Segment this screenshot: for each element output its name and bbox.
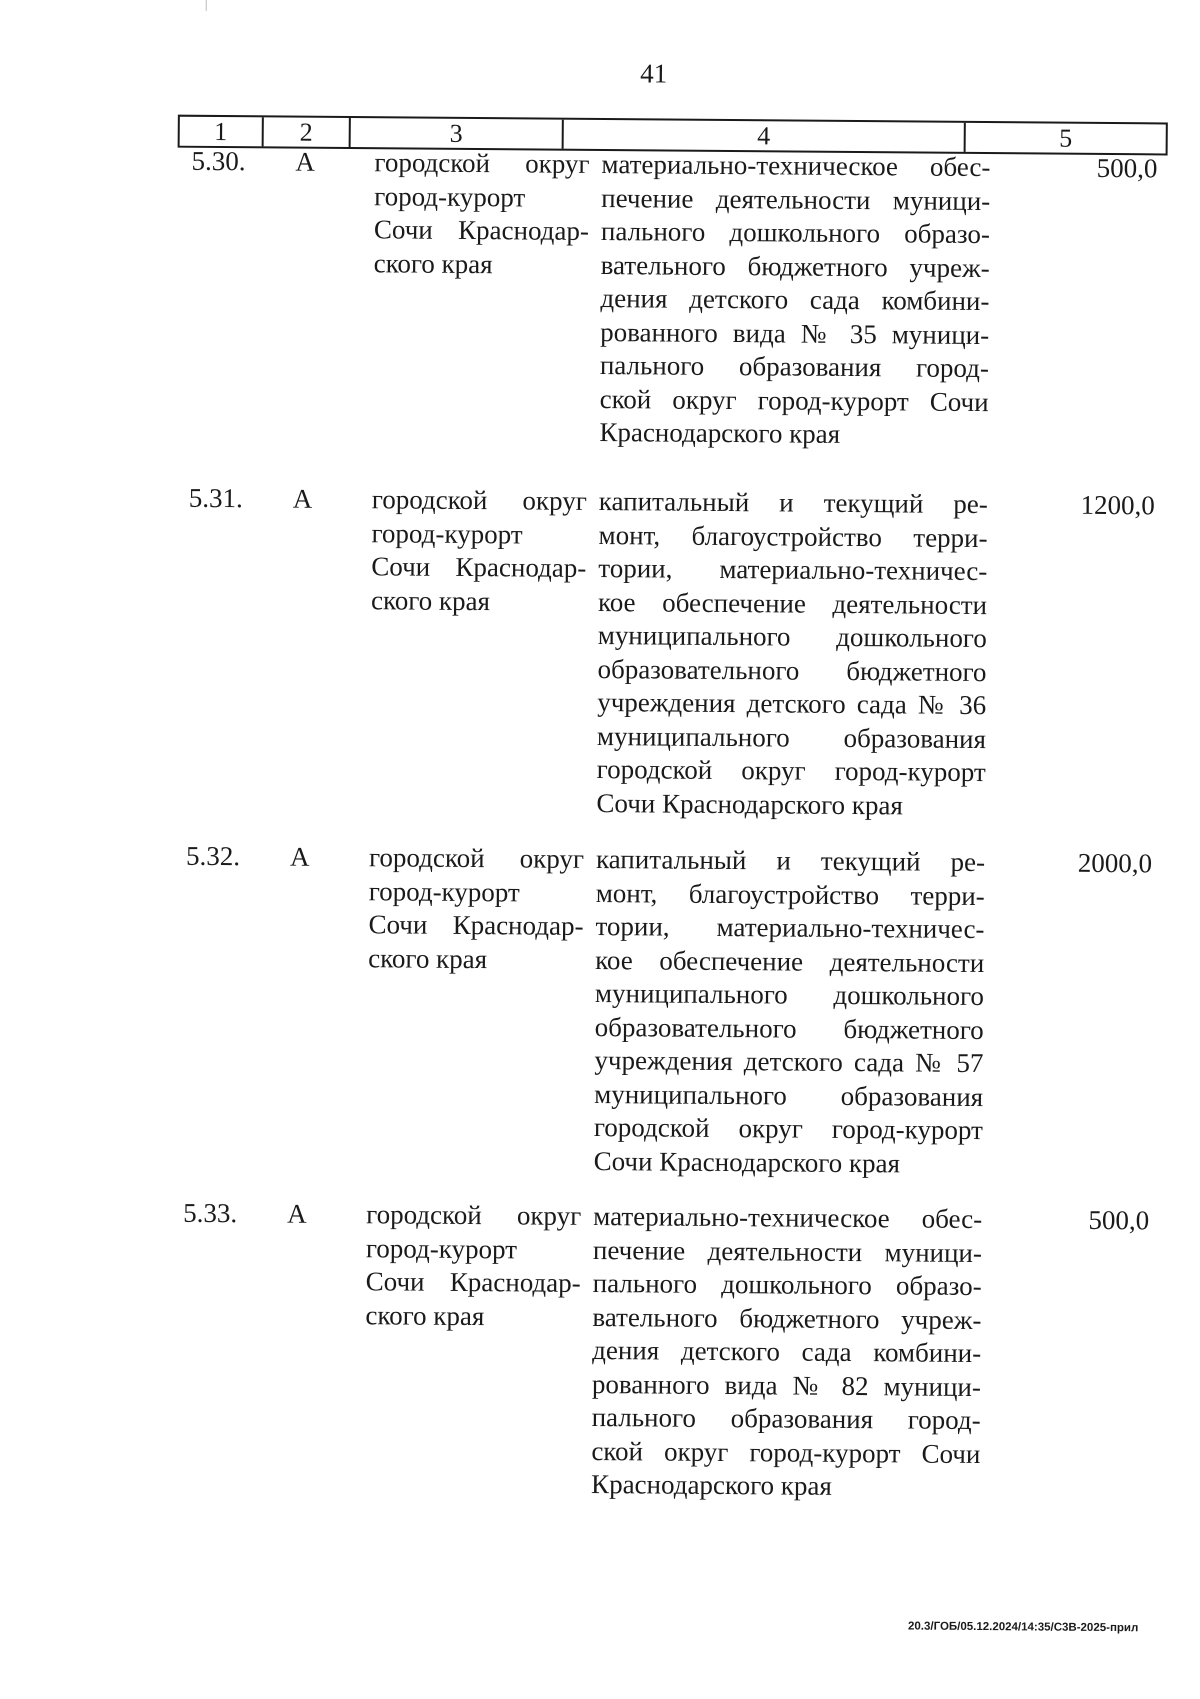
row-municipality — [371, 483, 587, 619]
purpose-line: муниципального дошкольного — [597, 619, 987, 654]
purpose-line: капитальный и текущий ре- — [598, 486, 988, 520]
purpose-line: пального дошкольного образо- — [600, 216, 991, 250]
municipality-line: городской округ — [371, 484, 587, 516]
document-code-footer: 20.3/ГОБ/05.12.2024/14:35/С3В-2025-прил — [907, 1620, 1139, 1635]
municipality-line: ского края — [373, 247, 493, 279]
header-col-5: 5 — [1059, 123, 1073, 153]
purpose-line: муниципального дошкольного — [594, 977, 985, 1012]
purpose-line: рованного вида № 82 муници- — [591, 1368, 982, 1402]
municipality-line: Сочи Краснодар- — [371, 551, 587, 583]
purpose-line: образовательного бюджетного — [594, 1011, 984, 1045]
row-municipality — [365, 1198, 581, 1334]
purpose-line: городской округ город-курорт — [596, 753, 986, 788]
municipality-line: городской округ — [366, 1199, 582, 1231]
row-number: 5.30. — [191, 145, 246, 177]
purpose-line: муниципального образования — [596, 720, 987, 754]
purpose-line: материально-техническое обес- — [593, 1200, 983, 1235]
purpose-line: кое обеспечение деятельности — [597, 586, 988, 620]
row-category: А — [295, 146, 316, 177]
purpose-line: тории, материально-техничес- — [598, 553, 988, 587]
purpose-line: вательного бюджетного учреж- — [592, 1301, 982, 1335]
purpose-line: пального дошкольного образо- — [592, 1267, 982, 1302]
header-col-3: 3 — [351, 118, 564, 149]
purpose-line: пального образования город- — [599, 350, 990, 384]
header-col-1: 1 — [180, 117, 264, 147]
municipality-line: городской округ — [374, 147, 590, 179]
municipality-line: ского края — [368, 942, 488, 974]
municipality-line: Сочи Краснодар- — [373, 214, 590, 246]
municipality-line: ского края — [370, 584, 491, 616]
purpose-line: учреждения детского сада № 57 — [594, 1044, 984, 1079]
table-row — [175, 482, 1161, 820]
row-purpose — [599, 148, 990, 453]
table-row — [172, 840, 1158, 1178]
purpose-line: дения детского сада комбини- — [592, 1334, 982, 1369]
purpose-line: кое обеспечение деятельности — [595, 944, 985, 978]
purpose-line: муниципального образования — [594, 1078, 984, 1112]
municipality-line: городской округ — [368, 842, 585, 874]
row-purpose — [596, 485, 988, 823]
row-purpose — [591, 1200, 982, 1505]
purpose-line: ской округ город-курорт Сочи — [599, 383, 989, 417]
purpose-line: печение деятельности муници- — [601, 182, 991, 216]
purpose-line: капитальный и текущий ре- — [595, 843, 986, 878]
row-amount: 500,0 — [1096, 152, 1158, 184]
purpose-line: образовательного бюджетного — [597, 653, 987, 687]
municipality-line: город-курорт — [365, 1232, 518, 1264]
row-amount: 2000,0 — [1077, 847, 1153, 879]
purpose-line: Краснодарского края — [591, 1468, 833, 1501]
purpose-line: печение деятельности муници- — [592, 1234, 983, 1268]
row-number: 5.33. — [183, 1197, 238, 1229]
purpose-line: материально-техническое обес- — [601, 149, 991, 183]
purpose-line: городской округ город-курорт — [593, 1111, 984, 1146]
purpose-line: монт, благоустройство терри- — [595, 877, 985, 911]
row-category: А — [287, 1198, 307, 1229]
purpose-line: Сочи Краснодарского края — [596, 787, 903, 820]
row-municipality — [374, 146, 590, 282]
row-purpose — [594, 843, 986, 1181]
purpose-line: тории, материально-техничес- — [595, 910, 985, 945]
municipality-line: город-курорт — [374, 180, 526, 212]
purpose-line: Краснодарского края — [599, 417, 841, 449]
row-number: 5.31. — [188, 482, 243, 514]
purpose-line: дения детского сада комбини- — [600, 283, 990, 317]
municipality-line: город-курорт — [368, 875, 520, 907]
row-category: А — [289, 841, 310, 872]
municipality-line: Сочи Краснодар- — [365, 1266, 581, 1298]
header-col-4: 4 — [564, 120, 966, 152]
purpose-line: монт, благоустройство терри- — [598, 519, 988, 553]
row-number: 5.32. — [185, 840, 241, 872]
purpose-line: ской округ город-курорт Сочи — [591, 1435, 981, 1469]
row-category: А — [292, 483, 313, 514]
purpose-line: Сочи Краснодарского края — [593, 1145, 901, 1178]
header-col-2: 2 — [264, 117, 351, 147]
purpose-line: учреждения детского сада № 36 — [597, 686, 987, 721]
purpose-line: вательного бюджетного учреж- — [600, 249, 990, 283]
row-municipality — [368, 841, 584, 977]
municipality-line: ского края — [365, 1299, 485, 1331]
row-amount: 1200,0 — [1080, 489, 1155, 521]
page-number: 41 — [640, 58, 668, 89]
scan-artifact-line — [206, 0, 207, 11]
table-row — [169, 1197, 1155, 1501]
purpose-line: пального образования город- — [591, 1401, 981, 1436]
municipality-line: город-курорт — [371, 517, 523, 549]
row-amount: 500,0 — [1088, 1204, 1150, 1236]
purpose-line: рованного вида № 35 муници- — [600, 316, 990, 350]
municipality-line: Сочи Краснодар- — [368, 909, 584, 941]
